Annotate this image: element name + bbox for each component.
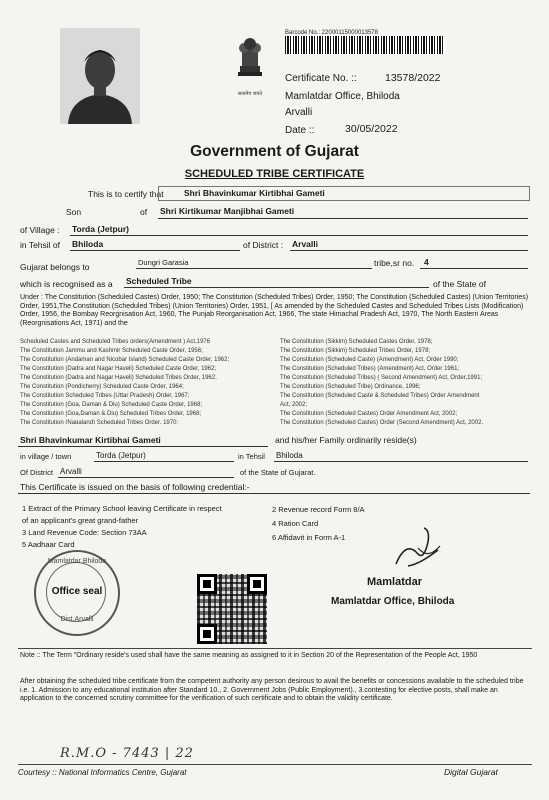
order-item: The Constitution (Sikkim) Scheduled Tribes Order, 1978; xyxy=(280,348,431,354)
instructions-text: After obtaining the scheduled tribe certificate from the competent authority any person desirous to avail the benefits or concessions available to the scheduled tribe i.e. 1. Admission to any educational institution after Standard 10., 2. Government Jobs (Public Employment)., 3.contesting for elective posts, shall make an application to the concerned scrutiny committee for the verification of such certificate and to obtain the validity certificate. xyxy=(20,678,524,702)
order-item: The Constitution Jammu and Kashmir Scheduled Caste Order, 1956; xyxy=(20,348,203,354)
order-item: The Constitution (Dadra and Nagar Haveli) Scheduled Tribes Order, 1962; xyxy=(20,375,217,381)
footer-courtesy: Courtesy :: National Informatics Centre, Gujarat xyxy=(18,768,187,777)
order-item: Act, 2002; xyxy=(280,402,308,408)
order-item: The Constitution (Scheduled Caste & Scheduled Tribes) Order Amendment xyxy=(280,393,480,399)
order-item: The Constitution (Goa,Daman & Diu) Scheduled Tribes Order, 1968; xyxy=(20,411,202,417)
certify-label: This is to certify that xyxy=(88,189,164,199)
handwritten-note: R.M.O - 7443 | 22 xyxy=(60,746,194,761)
tehsil-label: in Tehsil of xyxy=(20,240,61,250)
applicant-photo xyxy=(60,28,140,124)
order-item: The Constitution (Goa, Daman & Diu) Scheduled Caste Order, 1968; xyxy=(20,402,203,408)
order-item: The Constitution (Scheduled Tribes) ( Second Amendment) Act, Order,1991; xyxy=(280,375,483,381)
barcode-text: Barcode No.: 22000115000013578 xyxy=(285,30,378,36)
tribe-sr-label: tribe,sr no. xyxy=(374,258,415,268)
tribe-sr-no: 4 xyxy=(424,257,429,267)
recognised-label: which is recognised as a xyxy=(20,279,113,289)
credential-item: 6 Affidavit in Form A-1 xyxy=(272,533,346,542)
village-label: of Village : xyxy=(20,225,60,235)
under-text: Under : The Constitution (Scheduled Castes) Order, 1950; The Constitution (Scheduled Tribes) Order, 1950; The Constitution (Scheduled Castes) (Union Territories) Order, 1951,The Constitution (Scheduled Tribes) (Union Territories) Order, 1951, [ As amended by the Scheduled Castes and Scheduled Tribes Lists (Modification) Order, 1956, the Bombay Reorgnisation Act, 1960, The Punjab Reorganisation Act, 1966, The state Himachal Pradesh Act, 1970, The North Eastern Areas (Reorgnisations Act, 1971) and the xyxy=(20,294,529,327)
residence-tehsil: Bhiloda xyxy=(276,451,303,460)
orders-right-list xyxy=(280,338,532,428)
holder-name: Shri Bhavinkumar Kirtibhai Gameti xyxy=(184,188,325,198)
resident-name: Shri Bhavinkumar Kirtibhai Gameti xyxy=(20,435,161,445)
of-label: of xyxy=(140,207,148,217)
seal-label: Office seal xyxy=(51,586,103,597)
credentials-heading: This Certificate is issued on the basis of following credential:- xyxy=(20,482,250,492)
page-title: Government of Gujarat xyxy=(190,143,359,160)
order-item: The Constitution Scheduled Tribes (Uttar Pradesh) Order, 1967; xyxy=(20,393,190,399)
emblem-caption: सत्यमेव जयते xyxy=(237,91,263,97)
qr-code xyxy=(197,574,267,644)
order-item: The Constitution (Nagaland) Scheduled Tribes Order, 1970; xyxy=(20,420,179,424)
credential-item: 1 Extract of the Primary School leaving Certificate in respect xyxy=(22,504,222,513)
orders-left-list xyxy=(20,338,275,424)
office-seal xyxy=(34,550,120,636)
tribe-name: Dungri Garasia xyxy=(138,258,189,267)
certificate-subtitle: SCHEDULED TRIBE CERTIFICATE xyxy=(184,168,365,180)
residence-village: Torda (Jetpur) xyxy=(96,451,146,460)
father-name: Shri Kirtikumar Manjibhai Gameti xyxy=(160,206,295,216)
order-item: The Constitution (Sikkim) Scheduled Castes Order, 1978; xyxy=(280,339,433,345)
issue-date: 30/05/2022 xyxy=(345,123,398,135)
signatory-title: Mamlatdar xyxy=(367,576,423,588)
family-label: and his/her Family ordinarily reside(s) xyxy=(275,435,417,445)
signatory-office: Mamlatdar Office, Bhiloda xyxy=(331,596,455,607)
state-suffix: of the State of xyxy=(433,279,486,289)
order-item: The Constitution (Dadra and Nagar Haveli) Scheduled Caste Order, 1962; xyxy=(20,366,217,372)
date-label: Date :: xyxy=(285,125,315,136)
footer-brand: Digital Gujarat xyxy=(444,767,498,777)
certificate-no: 13578/2022 xyxy=(385,72,441,84)
order-item: The Constitution (Scheduled Tribes) (Amendment) Act, Order 1961; xyxy=(280,366,460,372)
issuing-district: Arvalli xyxy=(285,107,313,118)
credentials-right xyxy=(272,503,365,545)
order-item: Scheduled Castes and Scheduled Tribes orders(Amendment ) Act,1976 xyxy=(20,339,211,345)
residence-district-label: Of District xyxy=(20,468,53,477)
note-text: Note :: The Term "Ordinary reside's used shall have the same meaning as assigned to it in Section 20 of the Representation of the People Act, 1950 xyxy=(20,652,478,659)
order-item: The Constitution (Scheduled Caste) (Amendment) Act, Order 1990; xyxy=(280,357,459,363)
seal-ring-bottom: Dist.Arvalli xyxy=(60,616,94,623)
credential-item: 4 Ration Card xyxy=(272,519,319,528)
belongs-label: Gujarat belongs to xyxy=(20,262,90,272)
issuing-office: Mamlatdar Office, Bhiloda xyxy=(285,91,400,102)
signature-icon xyxy=(388,520,448,572)
national-emblem-icon xyxy=(228,32,272,90)
credential-item: 2 Revenue record Form 8/A xyxy=(272,505,365,514)
credential-item: of an applicant's great grand-father xyxy=(22,516,139,525)
residence-district: Arvalli xyxy=(60,467,82,476)
residence-tehsil-label: in Tehsil xyxy=(238,452,265,461)
seal-ring-top: Mamlatdar Bhiloda xyxy=(47,558,107,565)
residence-village-label: in village / town xyxy=(20,452,72,461)
order-item: The Constitution (Andaman and Nicobar Island) Scheduled Caste Order, 1962; xyxy=(20,357,230,363)
order-item: The Constitution (Pondicherry) Scheduled Caste Order, 1964; xyxy=(20,384,184,390)
order-item: The Constitution (Scheduled Castes) Order Amendment Act, 2002; xyxy=(280,411,458,417)
order-item: The Constitution (Scheduled Castes) Order (Second Amendment) Act, 2002. xyxy=(280,420,484,426)
credentials-left xyxy=(22,503,222,551)
barcode xyxy=(285,36,445,54)
certificate-no-label: Certificate No. :: xyxy=(285,73,357,84)
residence-state: of the State of Gujarat. xyxy=(240,468,316,477)
recognised-as: Scheduled Tribe xyxy=(126,276,192,286)
order-item: The Constitution (Scheduled Tribe) Ordinance, 1996; xyxy=(280,384,421,390)
son-label: Son xyxy=(66,207,82,217)
tehsil-value: Bhiloda xyxy=(72,239,104,249)
village-value: Torda (Jetpur) xyxy=(72,224,129,234)
district-value: Arvalli xyxy=(292,239,318,249)
credential-item: 3 Land Revenue Code: Section 73AA xyxy=(22,528,147,537)
credential-item: 5 Aadhaar Card xyxy=(22,540,75,549)
district-label: of District : xyxy=(243,240,284,250)
